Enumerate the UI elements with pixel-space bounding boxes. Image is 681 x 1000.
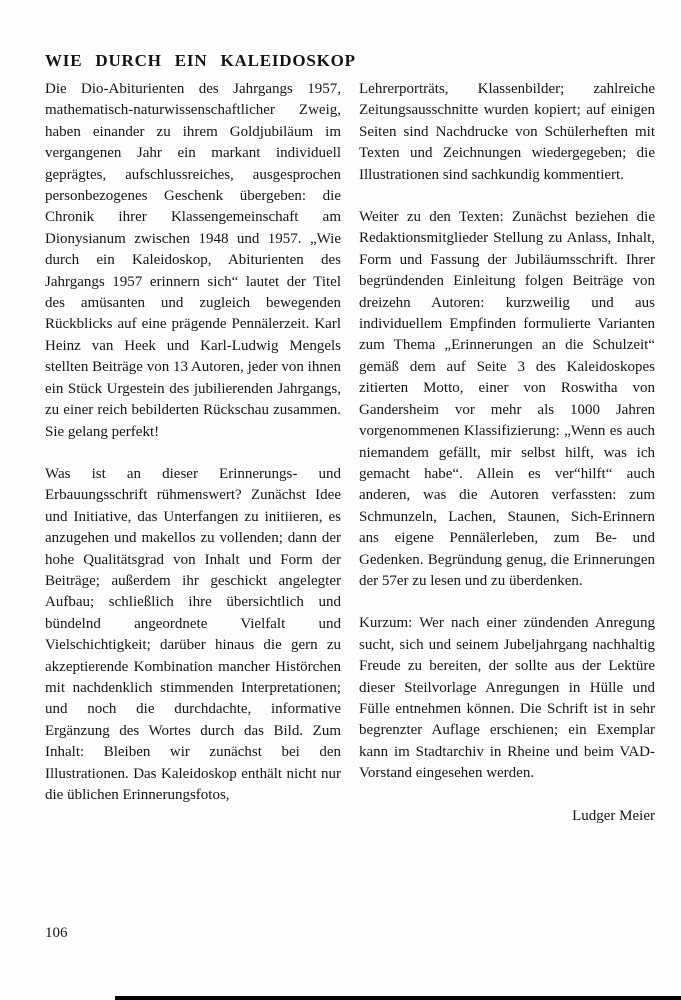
left-column xyxy=(45,79,341,848)
right-column xyxy=(359,79,655,848)
body-paragraph: Kurzum: Wer nach einer zündenden Anregung sucht, sich und seinem Jubeljahrgang nachhaltig Freude zu bereiten, der sollte aus der Lektüre dieser Steilvorlage Anregungen in Hülle und Fülle entnehmen können. Die Schrift ist in sehr begrenzter Auflage erschienen; ein Exemplar kann im Stadtarchiv in Rheine und beim VAD-Vorstand eingesehen werden. xyxy=(359,615,655,782)
body-paragraph: Weiter zu den Texten: Zunächst beziehen die Redaktionsmitglieder Stellung zu Anlass, Inhalt, Form und Fassung der Jubiläumsschrift. Ihrer begründenden Einleitung folgen Beiträge von dreizehn Autoren: kurzweilig und aus individuellem Empfinden formulierte Varianten zum Thema „Erinnerungen an die Schulzeit“ gemäß dem auf Seite 3 des Kaleidoskopes zitierten Motto, einer von Roswitha von Gandersheim vor mehr als 1000 Jahren vorgenommenen Klassifizierung: „Wenn es auch niemandem gefällt, mir selbst hilft, was ich gemacht habe“. Allein es ver“hilft“ auch anderen, was die Autoren verfassten: zum Schmunzeln, Lachen, Staunen, Sich-Erinnern ans eigene Pennälerleben, zum Be- und Gedenken. Begründung genug, die Erinnerungen der 57er zu lesen und zu überdenken. xyxy=(359,209,655,589)
author-signature: Ludger Meier xyxy=(572,807,655,824)
body-paragraph: Die Dio-Abiturienten des Jahrgangs 1957, mathematisch-naturwissenschaftlicher Zweig, haben einander zu ihrem Goldjubiläum im vergangenen Jahr ein markant individuell geprägtes, aufschlussreiches, ausgesprochen personbezogenes Geschenk übergeben: die Chronik ihrer Klassengemeinschaft am Dionysianum zwischen 1948 und 1957. „Wie durch ein Kaleidoskop, Abiturienten des Jahrgangs 1957 erinnern sich“ lautet der Titel des amüsanten und zugleich bewegenden Rückblicks auf eine prägende Pennälerzeit. Karl Heinz van Heek und Karl-Ludwig Mengels stellten Beiträge von 13 Autoren, jeder von ihnen ein Stück Urgestein des jubilierenden Jahrgangs, zu einer reich bebilderten Rückschau zusammen. Sie gelang perfekt! xyxy=(45,81,341,440)
body-paragraph: Lehrerporträts, Klassenbilder; zahlreiche Zeitungsausschnitte wurden kopiert; auf einigen Seiten sind Nachdrucke von Schülerheften mit Texten und Zeichnungen wiedergegeben; die Illustrationen sind sachkundig kommentiert. xyxy=(359,81,655,183)
page-title: WIE DURCH EIN KALEIDOSKOP xyxy=(45,51,356,71)
scan-edge-bar xyxy=(115,996,681,1000)
text-columns xyxy=(45,79,655,848)
page-number: 106 xyxy=(45,925,68,941)
body-paragraph: Was ist an dieser Erinnerungs- und Erbauungsschrift rühmenswert? Zunächst Idee und Initiative, das Unterfangen zu initiieren, es anzugehen und makellos zu vollenden; dann der hohe Qualitätsgrad von Inhalt und Form der Beiträge; außerdem ihr geschickt angelegter Aufbau; schließlich ihre übersichtlich und bündelnd angeordnete Vielfalt und Vielschichtigkeit; darüber hinaus die gern zu akzeptierende Kombination mancher Histörchen mit nachdenklich stimmenden Interpretationen; und noch die durchdachte, informative Ergänzung des Wortes durch das Bild. Zum Inhalt: Bleiben wir zunächst bei den Illustrationen. Das Kaleidoskop enthält nicht nur die üblichen Erinnerungsfotos, xyxy=(45,465,341,803)
